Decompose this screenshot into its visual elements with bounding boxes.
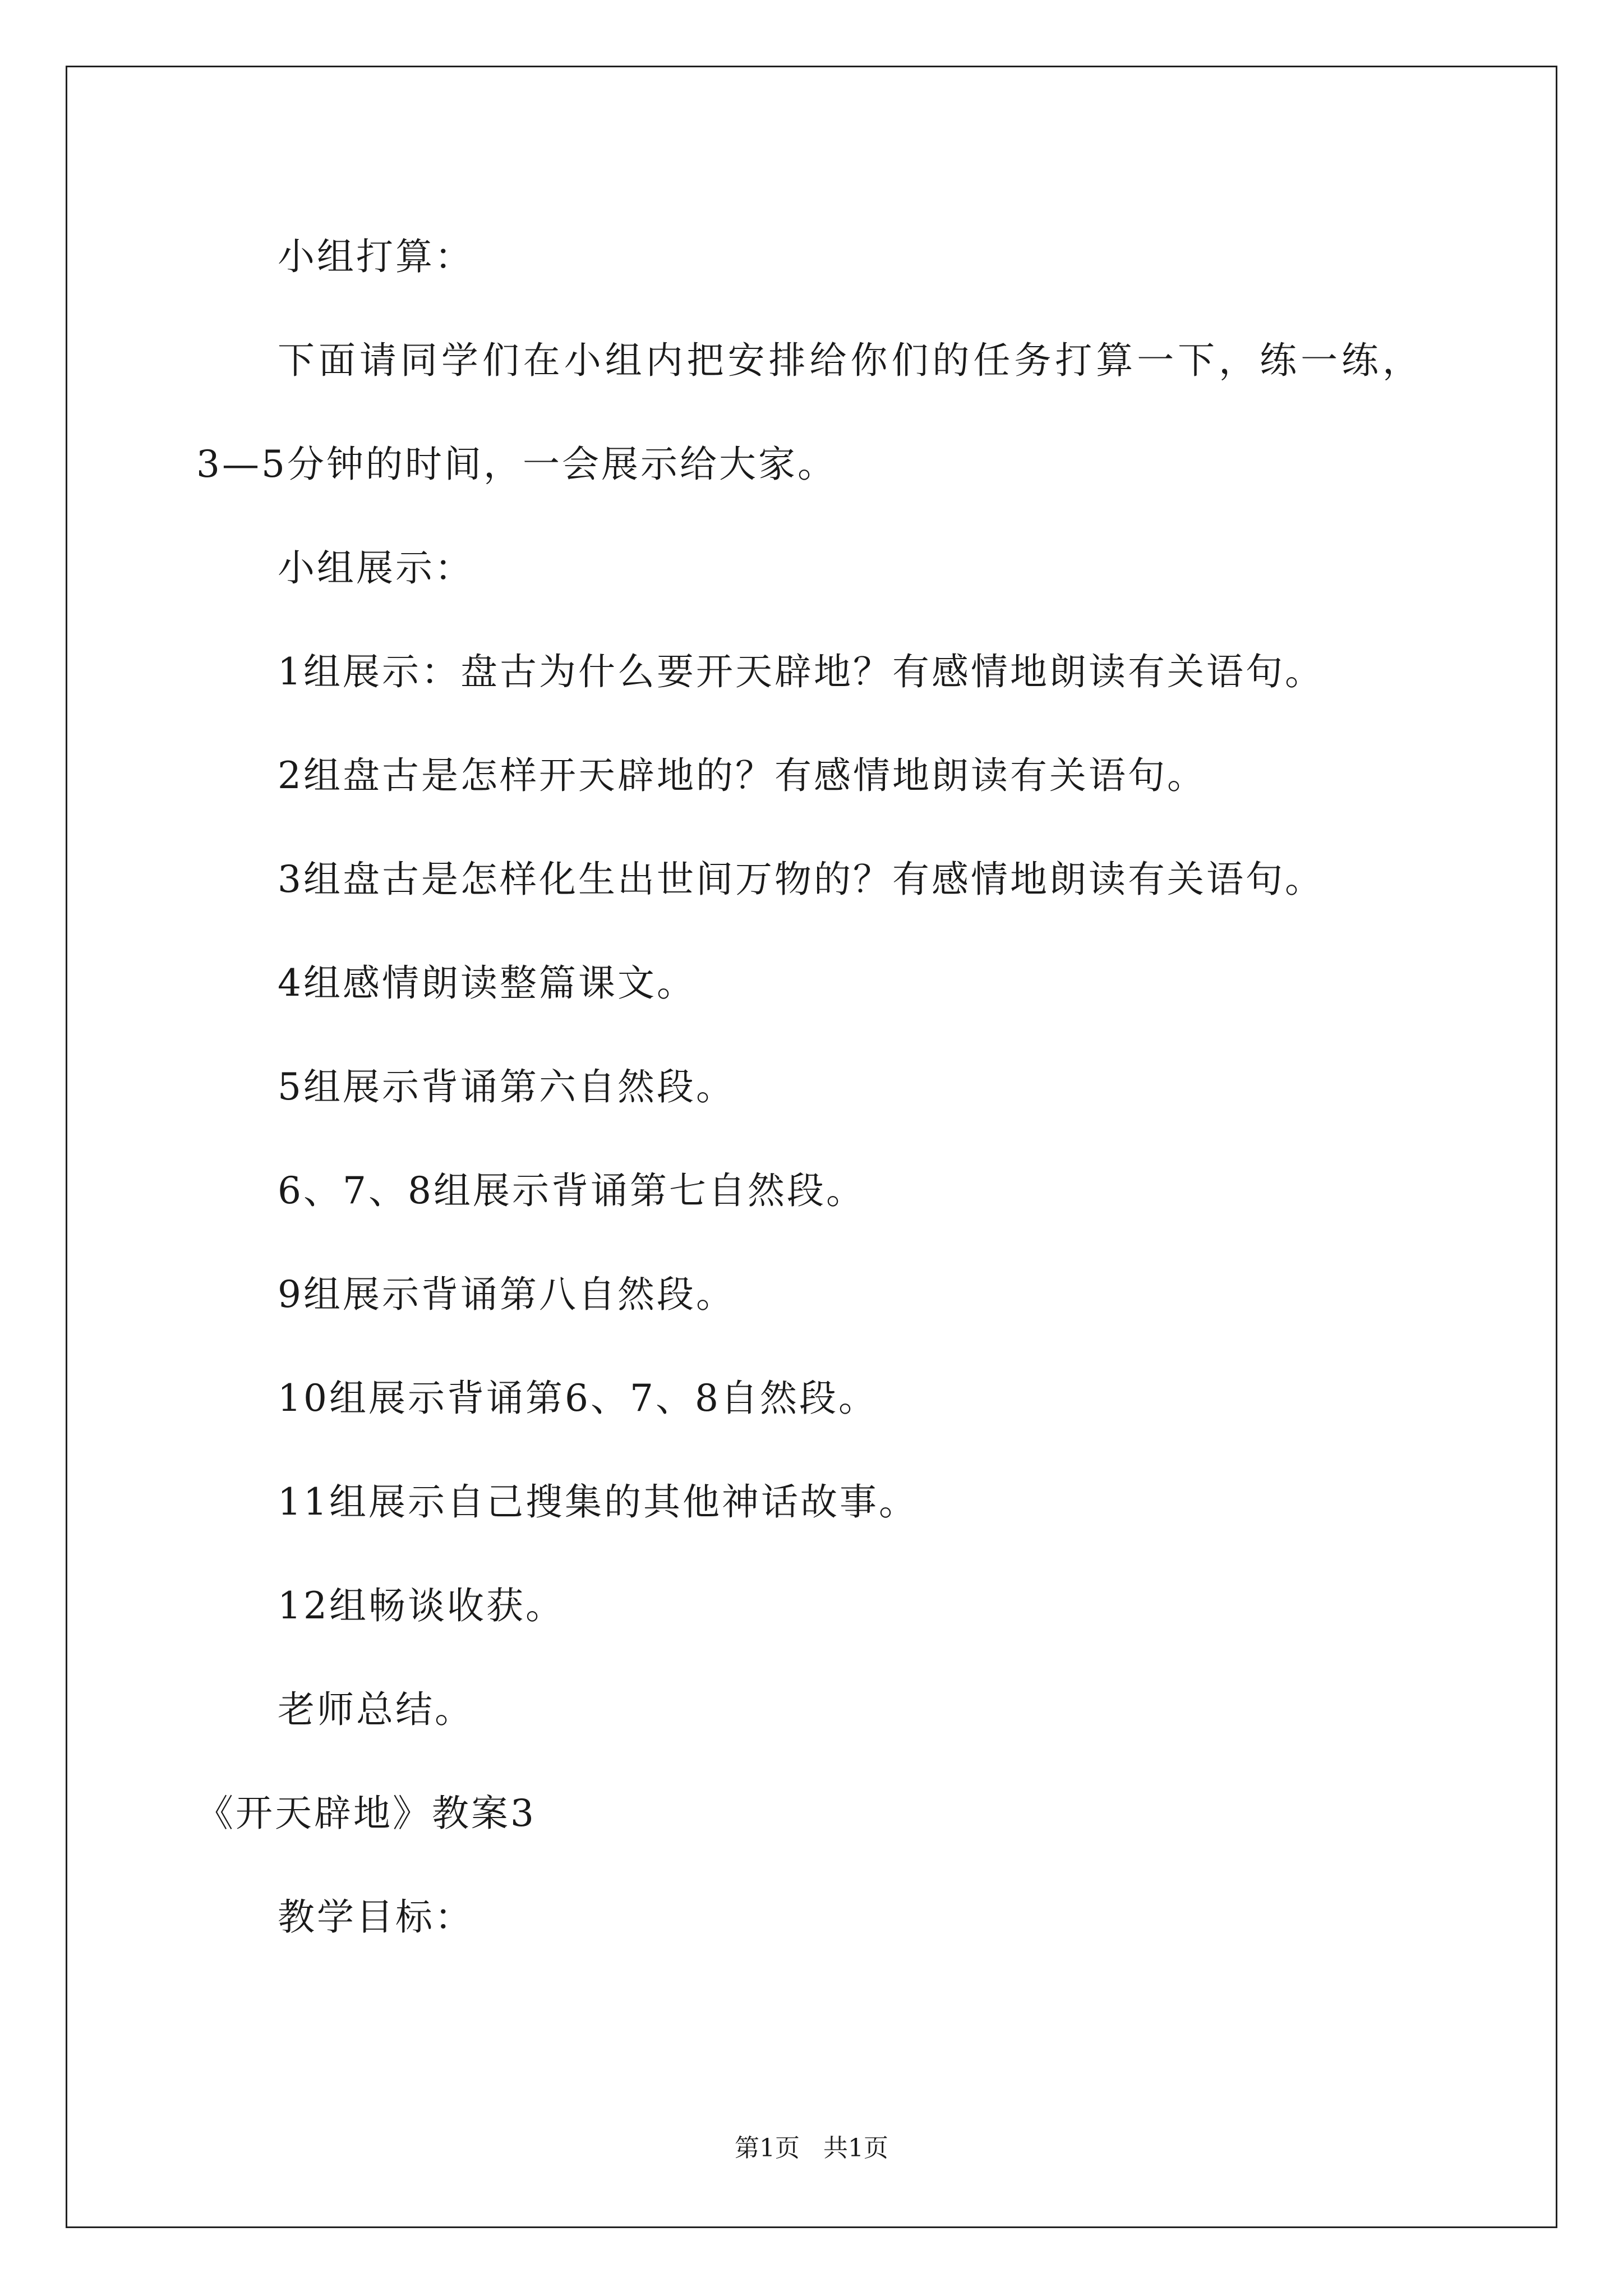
list-item-group-11: 11组展示自己搜集的其他神话故事。 — [278, 1480, 918, 1524]
section-title-lesson-plan-3: 《开天辟地》教案3 — [196, 1792, 536, 1835]
paragraph-teaching-objectives-heading: 教学目标： — [278, 1895, 474, 1939]
paragraph-teacher-summary: 老师总结。 — [278, 1688, 474, 1731]
list-item-group-5: 5组展示背诵第六自然段。 — [278, 1065, 735, 1108]
list-item-group-3: 3组盘古是怎样化生出世间万物的？有感情地朗读有关语句。 — [278, 858, 1324, 901]
paragraph-group-planning-heading: 小组打算： — [278, 235, 474, 278]
page-footer: 第1页 共1页 — [735, 2134, 888, 2162]
list-item-group-9: 9组展示背诵第八自然段。 — [278, 1273, 735, 1316]
paragraph-group-showcase-heading: 小组展示： — [278, 546, 474, 590]
paragraph-group-planning-instruction: 下面请同学们在小组内把安排给你们的任务打算一下，练一练， — [278, 339, 1422, 382]
list-item-group-10: 10组展示背诵第6、7、8自然段。 — [278, 1377, 878, 1420]
list-item-group-1: 1组展示：盘古为什么要开天辟地？有感情地朗读有关语句。 — [278, 650, 1324, 693]
list-item-group-6-7-8: 6、7、8组展示背诵第七自然段。 — [278, 1169, 865, 1212]
list-item-group-4: 4组感情朗读整篇课文。 — [278, 961, 696, 1005]
list-item-group-2: 2组盘古是怎样开天辟地的？有感情地朗读有关语句。 — [278, 754, 1206, 797]
list-item-group-12: 12组畅谈收获。 — [278, 1584, 565, 1627]
paragraph-group-planning-instruction-continued: 3—5分钟的时间，一会展示给大家。 — [196, 443, 837, 486]
